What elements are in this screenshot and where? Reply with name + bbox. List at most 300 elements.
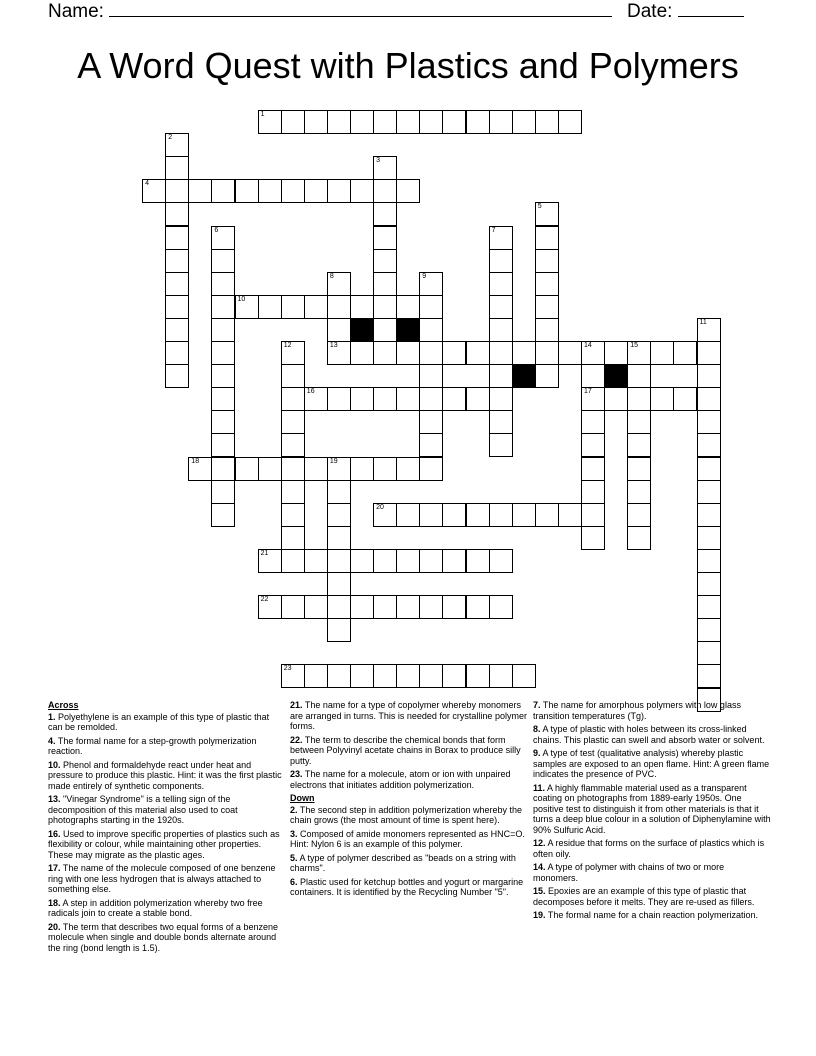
clue-number: 19 (329, 457, 338, 465)
grid-cell[interactable] (697, 364, 721, 388)
grid-cell[interactable] (697, 410, 721, 434)
clue-item-number: 17. (48, 863, 61, 873)
grid-cell[interactable] (327, 295, 351, 319)
grid-cell[interactable] (165, 341, 189, 365)
clue-item-text: "Vinegar Syndrome" is a telling sign of the decomposition of this material also used to coat photographs starting in the 1920s. (48, 794, 238, 825)
grid-cell[interactable] (512, 341, 536, 365)
grid-cell[interactable] (281, 410, 305, 434)
grid-cell[interactable] (211, 272, 235, 296)
grid-cell[interactable] (627, 480, 651, 504)
grid-cell[interactable] (373, 457, 397, 481)
grid-cell[interactable] (489, 595, 513, 619)
grid-cell[interactable] (281, 480, 305, 504)
grid-cell[interactable] (697, 480, 721, 504)
clue-item (290, 700, 528, 732)
grid-cell[interactable] (697, 664, 721, 688)
grid-cell[interactable] (165, 133, 189, 157)
grid-cell[interactable] (327, 480, 351, 504)
grid-cell[interactable] (211, 480, 235, 504)
clue-item (533, 910, 771, 921)
grid-cell[interactable] (396, 387, 420, 411)
clue-item-text: The formal name for a chain reaction polymerization. (547, 910, 758, 920)
grid-cell[interactable] (327, 503, 351, 527)
grid-cell[interactable] (373, 595, 397, 619)
grid-cell[interactable] (489, 272, 513, 296)
grid-cell[interactable] (466, 549, 490, 573)
clue-item-text: A residue that forms on the surface of plastics which is often oily. (533, 838, 765, 859)
grid-cell[interactable] (327, 341, 351, 365)
clue-item (48, 736, 284, 757)
grid-cell[interactable] (350, 295, 374, 319)
clue-item-text: The formal name for a step-growth polymerization reaction. (48, 735, 257, 756)
grid-cell[interactable] (281, 341, 305, 365)
grid-cell[interactable] (373, 387, 397, 411)
clue-item (48, 760, 284, 792)
page-title: A Word Quest with Plastics and Polymers (77, 45, 739, 86)
grid-cell[interactable] (627, 364, 651, 388)
grid-cell[interactable] (627, 526, 651, 550)
grid-cell[interactable] (650, 387, 674, 411)
clue-number: 3 (376, 157, 380, 165)
grid-cell[interactable] (211, 364, 235, 388)
grid-cell[interactable] (535, 272, 559, 296)
grid-cell[interactable] (396, 549, 420, 573)
clue-item (533, 862, 771, 883)
grid-cell[interactable] (211, 503, 235, 527)
grid-cell[interactable] (396, 295, 420, 319)
grid-cell[interactable] (489, 410, 513, 434)
clue-number: 13 (329, 342, 338, 349)
grid-cell[interactable] (558, 341, 582, 365)
grid-cell[interactable] (327, 110, 351, 134)
grid-cell[interactable] (489, 341, 513, 365)
grid-cell[interactable] (281, 457, 305, 481)
grid-cell[interactable] (581, 364, 605, 388)
clue-item-text: The name for a type of copolymer whereby monomers are arranged in turns. This is needed for crystalline polymer forms. (290, 700, 527, 731)
grid-cell[interactable] (442, 595, 466, 619)
grid-cell[interactable] (373, 156, 397, 180)
grid-cell[interactable] (327, 179, 351, 203)
grid-cell[interactable] (396, 341, 420, 365)
grid-cell[interactable] (581, 457, 605, 481)
grid-cell[interactable] (627, 341, 651, 365)
grid-cell[interactable] (535, 503, 559, 527)
clue-number: 7 (491, 226, 496, 234)
grid-cell[interactable] (419, 341, 443, 365)
grid-cell[interactable] (627, 387, 651, 411)
grid-cell[interactable] (211, 410, 235, 434)
grid-cell[interactable] (442, 549, 466, 573)
grid-cell[interactable] (281, 433, 305, 457)
clue-item-number: 5. (290, 852, 298, 863)
across-heading: Across (48, 700, 79, 710)
grid-cell[interactable] (350, 179, 374, 203)
clue-item-number: 19. (533, 910, 546, 920)
grid-cell[interactable] (211, 387, 235, 411)
grid-cell[interactable] (697, 503, 721, 527)
grid-cell[interactable] (627, 457, 651, 481)
grid-cell[interactable] (211, 226, 235, 250)
clue-item (48, 829, 284, 861)
grid-cell[interactable] (581, 387, 605, 411)
clue-item-number: 10. (48, 759, 61, 770)
grid-cell[interactable] (165, 226, 189, 250)
grid-cell[interactable] (697, 595, 721, 619)
grid-cell[interactable] (442, 110, 466, 134)
grid-cell[interactable] (165, 179, 189, 203)
clue-number: 23 (283, 665, 292, 673)
grid-cell[interactable] (442, 341, 466, 365)
clue-item (533, 838, 771, 859)
grid-cell[interactable] (281, 503, 305, 527)
grid-cell[interactable] (373, 272, 397, 296)
grid-cell[interactable] (281, 549, 305, 573)
clue-item-text: The name for a molecule, atom or ion with unpaired electrons that initiates addition polymerization. (290, 769, 511, 790)
grid-cell[interactable] (327, 618, 351, 642)
clue-number: 15 (630, 342, 638, 349)
black-square (350, 318, 374, 342)
grid-cell[interactable] (281, 664, 305, 688)
clue-item-text: A type of polymer described as "beads on a string with charms". (290, 852, 516, 873)
grid-cell[interactable] (327, 457, 351, 481)
grid-cell[interactable] (489, 249, 513, 273)
grid-cell[interactable] (697, 433, 721, 457)
grid-cell[interactable] (535, 341, 559, 365)
clue-item-text: A type of plastic with holes between its cross-linked chains. This plastic can swell and absorb water or solvent. (533, 724, 765, 745)
clue-item-number: 22. (290, 734, 303, 745)
clue-item (48, 794, 284, 826)
grid-cell[interactable] (327, 572, 351, 596)
grid-cell[interactable] (165, 156, 189, 180)
grid-cell[interactable] (373, 202, 397, 226)
grid-cell[interactable] (419, 457, 443, 481)
grid-cell[interactable] (350, 457, 374, 481)
grid-cell[interactable] (419, 387, 443, 411)
grid-cell[interactable] (258, 549, 282, 573)
clue-number: 16 (306, 388, 315, 396)
clue-item-number: 9. (533, 748, 541, 758)
grid-cell[interactable] (373, 503, 397, 527)
grid-cell[interactable] (627, 503, 651, 527)
grid-cell[interactable] (258, 110, 282, 134)
grid-cell[interactable] (281, 595, 305, 619)
grid-cell[interactable] (350, 110, 374, 134)
clue-item (48, 712, 284, 733)
grid-cell[interactable] (327, 318, 351, 342)
grid-cell[interactable] (211, 318, 235, 342)
grid-cell[interactable] (419, 664, 443, 688)
grid-cell[interactable] (373, 318, 397, 342)
grid-cell[interactable] (604, 341, 628, 365)
grid-cell[interactable] (304, 110, 328, 134)
grid-cell[interactable] (165, 295, 189, 319)
clue-item-text: The term to describe the chemical bonds that form between Polyvinyl acetate chains in Borax to produce silly putty. (290, 734, 521, 766)
grid-cell[interactable] (304, 457, 328, 481)
grid-cell[interactable] (304, 595, 328, 619)
clue-item (48, 863, 284, 895)
name-line[interactable] (109, 0, 612, 17)
grid-cell[interactable] (419, 364, 443, 388)
grid-cell[interactable] (558, 110, 582, 134)
clue-item-text: The term that describes two equal forms of a benzene molecule when single and double bonds alternate around the ring (bond length is 1.5). (48, 921, 278, 953)
clue-item-text: Epoxies are an example of this type of plastic that decomposes before it melts. They are re-used as fillers. (533, 886, 755, 907)
grid-cell[interactable] (211, 249, 235, 273)
clue-item (533, 886, 771, 907)
grid-cell[interactable] (373, 549, 397, 573)
grid-cell[interactable] (258, 595, 282, 619)
grid-cell[interactable] (489, 295, 513, 319)
grid-cell[interactable] (489, 226, 513, 250)
clue-number: 4 (145, 180, 149, 188)
grid-cell[interactable] (327, 387, 351, 411)
grid-cell[interactable] (281, 295, 305, 319)
grid-cell[interactable] (188, 179, 212, 203)
grid-cell[interactable] (489, 110, 513, 134)
grid-cell[interactable] (327, 526, 351, 550)
grid-cell[interactable] (697, 457, 721, 481)
grid-cell[interactable] (535, 110, 559, 134)
grid-cell[interactable] (281, 526, 305, 550)
grid-cell[interactable] (419, 410, 443, 434)
clue-item (290, 735, 528, 767)
clue-item-number: 21. (290, 700, 303, 710)
grid-cell[interactable] (442, 503, 466, 527)
grid-cell[interactable] (327, 549, 351, 573)
grid-cell[interactable] (466, 341, 490, 365)
grid-cell[interactable] (304, 179, 328, 203)
grid-cell[interactable] (373, 110, 397, 134)
grid-cell[interactable] (466, 664, 490, 688)
grid-cell[interactable] (489, 364, 513, 388)
clue-item-number: 16. (48, 828, 61, 839)
grid-cell[interactable] (442, 387, 466, 411)
grid-cell[interactable] (350, 664, 374, 688)
grid-cell[interactable] (419, 318, 443, 342)
clue-item-text: Polyethylene is an example of this type of plastic that can be remolded. (48, 711, 270, 732)
grid-cell[interactable] (281, 179, 305, 203)
grid-cell[interactable] (627, 410, 651, 434)
grid-cell[interactable] (396, 503, 420, 527)
clue-item-text: Phenol and formaldehyde react under heat and pressure to produce this plastic. Hint: it was the first plastic made entirely of synthetic components. (48, 759, 282, 791)
clue-number: 12 (283, 342, 292, 349)
date-field (627, 0, 744, 23)
grid-cell[interactable] (697, 641, 721, 665)
grid-cell[interactable] (697, 387, 721, 411)
grid-cell[interactable] (304, 295, 328, 319)
clue-item-number: 23. (290, 769, 303, 779)
clue-item-number: 3. (290, 828, 298, 839)
grid-cell[interactable] (535, 295, 559, 319)
clue-item-text: A type of test (qualitative analysis) whereby plastic samples are exposed to an open flame. Hint: A green flame indicates the presence of PVC. (533, 748, 770, 779)
grid-cell[interactable] (258, 179, 282, 203)
grid-cell[interactable] (489, 503, 513, 527)
grid-cell[interactable] (535, 202, 559, 226)
grid-cell[interactable] (373, 179, 397, 203)
grid-cell[interactable] (627, 433, 651, 457)
grid-cell[interactable] (419, 272, 443, 296)
grid-cell[interactable] (535, 364, 559, 388)
grid-cell[interactable] (396, 110, 420, 134)
grid-cell[interactable] (373, 226, 397, 250)
grid-cell[interactable] (581, 341, 605, 365)
grid-cell[interactable] (281, 364, 305, 388)
grid-cell[interactable] (165, 364, 189, 388)
clue-item (533, 700, 771, 721)
grid-cell[interactable] (373, 295, 397, 319)
grid-cell[interactable] (581, 433, 605, 457)
grid-cell[interactable] (697, 341, 721, 365)
grid-cell[interactable] (512, 503, 536, 527)
grid-cell[interactable] (373, 341, 397, 365)
grid-cell[interactable] (419, 295, 443, 319)
clue-item-number: 2. (290, 804, 298, 815)
grid-cell[interactable] (258, 457, 282, 481)
grid-cell[interactable] (165, 249, 189, 273)
grid-cell[interactable] (211, 341, 235, 365)
clue-item-text: A type of polymer with chains of two or more monomers. (533, 862, 725, 883)
grid-cell[interactable] (673, 341, 697, 365)
grid-cell[interactable] (581, 410, 605, 434)
grid-cell[interactable] (535, 226, 559, 250)
grid-cell[interactable] (350, 595, 374, 619)
clue-item-number: 8. (533, 724, 541, 734)
clue-number: 2 (168, 134, 173, 142)
grid-cell[interactable] (373, 249, 397, 273)
grid-cell[interactable] (281, 387, 305, 411)
clue-number: 1 (260, 111, 265, 118)
grid-cell[interactable] (650, 341, 674, 365)
clue-number: 10 (237, 295, 246, 303)
clue-item (48, 898, 284, 919)
grid-cell[interactable] (235, 179, 259, 203)
clue-item-number: 1. (48, 711, 56, 722)
grid-cell[interactable] (142, 179, 166, 203)
grid-cell[interactable] (419, 595, 443, 619)
clue-item (533, 748, 771, 780)
grid-cell[interactable] (419, 549, 443, 573)
grid-cell[interactable] (489, 318, 513, 342)
down-heading: Down (290, 793, 315, 803)
grid-cell[interactable] (350, 387, 374, 411)
grid-cell[interactable] (489, 664, 513, 688)
clue-item-number: 6. (290, 876, 298, 887)
grid-cell[interactable] (350, 549, 374, 573)
grid-cell[interactable] (581, 503, 605, 527)
grid-cell[interactable] (304, 664, 328, 688)
clue-item-text: Plastic used for ketchup bottles and yogurt or margarine containers. It is identified by the Recycling Number "5". (290, 876, 524, 897)
grid-cell[interactable] (466, 110, 490, 134)
grid-cell[interactable] (697, 618, 721, 642)
grid-cell[interactable] (235, 295, 259, 319)
grid-cell[interactable] (327, 595, 351, 619)
clue-item-number: 15. (533, 886, 546, 896)
grid-cell[interactable] (535, 249, 559, 273)
clue-number: 14 (584, 342, 592, 349)
grid-cell[interactable] (512, 664, 536, 688)
grid-cell[interactable] (396, 457, 420, 481)
clue-number: 9 (422, 272, 427, 280)
clues-column-1 (48, 700, 284, 956)
grid-cell[interactable] (466, 595, 490, 619)
clue-item (290, 769, 528, 790)
clue-item-text: The name of the molecule composed of one benzene ring with one less hydrogen that is always attached to something else. (48, 863, 276, 894)
grid-cell[interactable] (581, 526, 605, 550)
name-field (48, 0, 612, 23)
black-square (512, 364, 536, 388)
grid-cell[interactable] (211, 179, 235, 203)
clues-column-2 (290, 700, 528, 901)
clue-item (533, 724, 771, 745)
grid-cell[interactable] (211, 457, 235, 481)
grid-cell[interactable] (396, 595, 420, 619)
grid-cell[interactable] (165, 202, 189, 226)
clue-item (533, 783, 771, 836)
grid-cell[interactable] (419, 433, 443, 457)
grid-cell[interactable] (489, 387, 513, 411)
grid-cell[interactable] (165, 272, 189, 296)
grid-cell[interactable] (697, 526, 721, 550)
grid-cell[interactable] (188, 457, 212, 481)
grid-cell[interactable] (419, 503, 443, 527)
black-square (604, 364, 628, 388)
grid-cell[interactable] (697, 549, 721, 573)
clue-item-text: A step in addition polymerization whereby two free radicals join to create a stable bond. (48, 897, 263, 918)
date-line[interactable] (678, 0, 744, 17)
grid-cell[interactable] (466, 503, 490, 527)
clue-number: 11 (699, 318, 707, 326)
grid-cell[interactable] (604, 387, 628, 411)
black-square (396, 318, 420, 342)
grid-cell[interactable] (350, 341, 374, 365)
grid-cell[interactable] (535, 318, 559, 342)
grid-cell[interactable] (697, 318, 721, 342)
grid-cell[interactable] (235, 457, 259, 481)
grid-cell[interactable] (489, 549, 513, 573)
grid-cell[interactable] (327, 272, 351, 296)
grid-cell[interactable] (419, 110, 443, 134)
clue-item-number: 12. (533, 838, 546, 848)
grid-cell[interactable] (442, 664, 466, 688)
grid-cell[interactable] (373, 664, 397, 688)
grid-cell[interactable] (281, 110, 305, 134)
grid-cell[interactable] (512, 110, 536, 134)
grid-cell[interactable] (396, 664, 420, 688)
clues-column-3 (533, 700, 771, 924)
grid-cell[interactable] (558, 503, 582, 527)
grid-cell[interactable] (673, 387, 697, 411)
clue-item (290, 877, 528, 898)
clue-item-text: The name for amorphous polymers with low glass transition temperatures (Tg). (533, 700, 741, 721)
clue-number: 21 (260, 549, 269, 557)
clue-item (290, 853, 528, 874)
grid-cell[interactable] (304, 387, 328, 411)
grid-cell[interactable] (489, 433, 513, 457)
clue-item-number: 4. (48, 735, 56, 746)
grid-cell[interactable] (211, 433, 235, 457)
grid-cell[interactable] (304, 549, 328, 573)
grid-cell[interactable] (327, 664, 351, 688)
grid-cell[interactable] (258, 295, 282, 319)
grid-cell[interactable] (581, 480, 605, 504)
clue-number: 8 (329, 272, 334, 280)
clue-number: 6 (214, 226, 219, 234)
grid-cell[interactable] (396, 179, 420, 203)
grid-cell[interactable] (697, 572, 721, 596)
grid-cell[interactable] (211, 295, 235, 319)
grid-cell[interactable] (165, 318, 189, 342)
grid-cell[interactable] (466, 387, 490, 411)
clue-number: 17 (584, 388, 592, 396)
